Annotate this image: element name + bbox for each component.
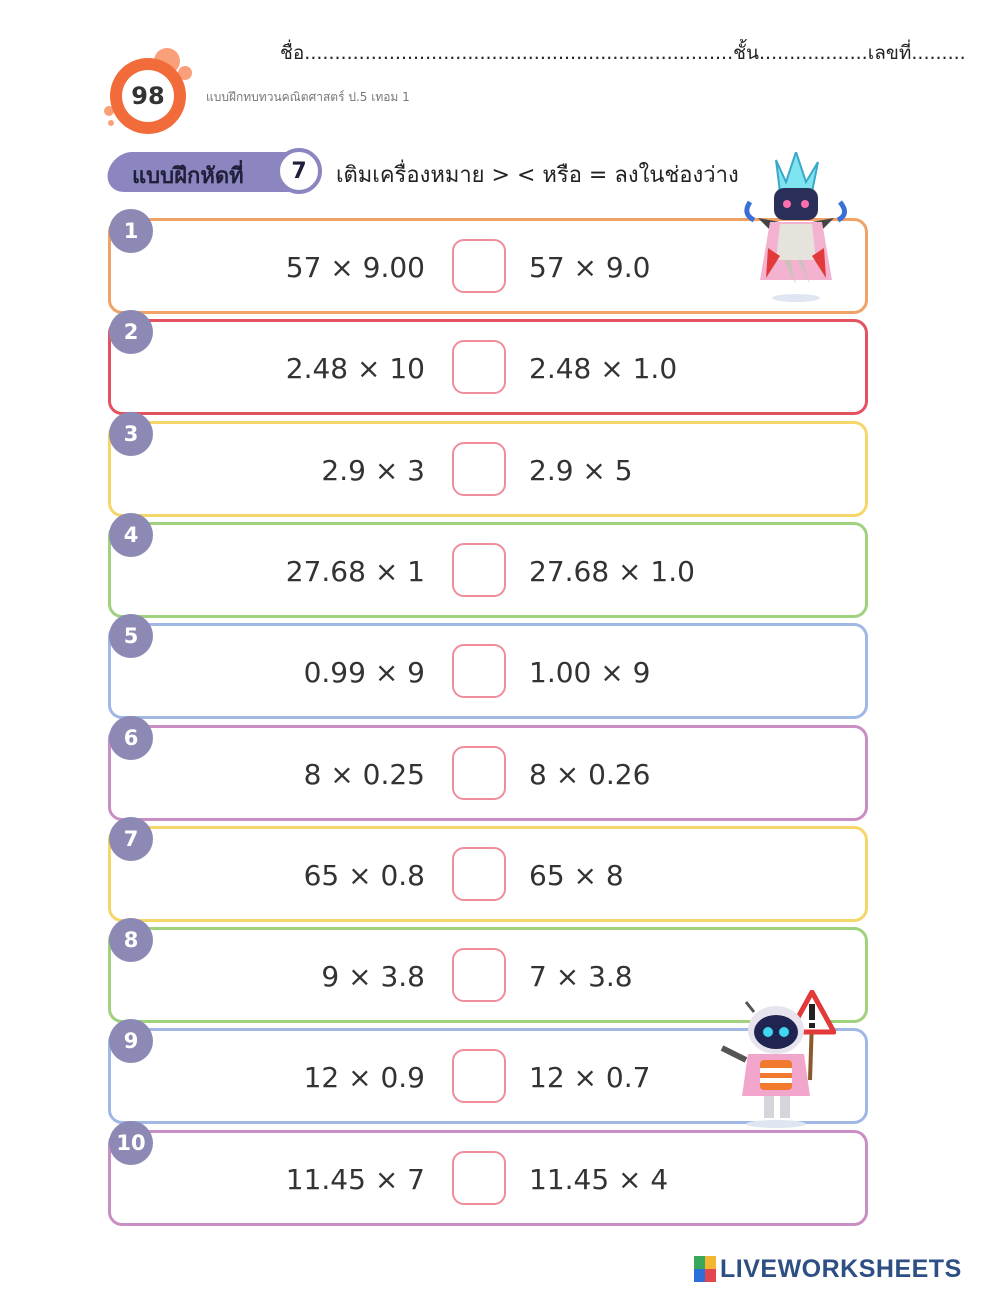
question-number: 9 [109, 1019, 153, 1063]
question-row [108, 522, 868, 618]
page-number-badge [104, 48, 196, 140]
left-expression: 9 × 3.8 [321, 960, 425, 993]
liveworksheets-brand [694, 1254, 962, 1284]
liveworksheets-logo-icon [694, 1256, 716, 1282]
question-number: 8 [109, 918, 153, 962]
left-expression: 11.45 × 7 [285, 1163, 425, 1196]
left-expression: 8 × 0.25 [303, 758, 425, 791]
left-expression: 2.48 × 10 [285, 352, 425, 385]
exercise-label: แบบฝึกหัดที่ [132, 164, 244, 189]
answer-box[interactable] [452, 644, 506, 698]
left-expression: 0.99 × 9 [303, 656, 425, 689]
left-expression: 2.9 × 3 [321, 454, 425, 487]
question-number: 4 [109, 513, 153, 557]
answer-box[interactable] [452, 948, 506, 1002]
question-row [108, 826, 868, 922]
exercise-tab [108, 150, 322, 194]
answer-box[interactable] [452, 239, 506, 293]
page-number: 98 [122, 70, 174, 122]
question-row [108, 725, 868, 821]
answer-box[interactable] [452, 847, 506, 901]
answer-box[interactable] [452, 746, 506, 800]
question-row [108, 421, 868, 517]
question-number: 7 [109, 817, 153, 861]
right-expression: 2.9 × 5 [529, 454, 633, 487]
answer-box[interactable] [452, 442, 506, 496]
question-number: 3 [109, 412, 153, 456]
left-expression: 12 × 0.9 [303, 1061, 425, 1094]
left-expression: 65 × 0.8 [303, 859, 425, 892]
answer-box[interactable] [452, 543, 506, 597]
question-number: 2 [109, 310, 153, 354]
question-row [108, 319, 868, 415]
question-row [108, 623, 868, 719]
answer-box[interactable] [452, 340, 506, 394]
right-expression: 12 × 0.7 [529, 1061, 651, 1094]
robot-mascot-icon [740, 152, 852, 304]
question-number: 6 [109, 716, 153, 760]
left-expression: 57 × 9.00 [285, 251, 425, 284]
right-expression: 65 × 8 [529, 859, 624, 892]
right-expression: 7 × 3.8 [529, 960, 633, 993]
student-info-line: ชื่อ.......................................................................ชั้น..................เลขที่......... [280, 42, 966, 64]
question-row [108, 1130, 868, 1226]
right-expression: 1.00 × 9 [529, 656, 651, 689]
right-expression: 2.48 × 1.0 [529, 352, 678, 385]
question-number: 10 [109, 1121, 153, 1165]
right-expression: 27.68 × 1.0 [529, 555, 695, 588]
right-expression: 11.45 × 4 [529, 1163, 669, 1196]
right-expression: 57 × 9.0 [529, 251, 651, 284]
book-title: แบบฝึกทบทวนคณิตศาสตร์ ป.5 เทอม 1 [206, 90, 410, 104]
answer-box[interactable] [452, 1151, 506, 1205]
question-number: 5 [109, 614, 153, 658]
exercise-number: 7 [276, 148, 322, 194]
answer-box[interactable] [452, 1049, 506, 1103]
instruction-text: เติมเครื่องหมาย > < หรือ = ลงในช่องว่าง [336, 163, 739, 188]
right-expression: 8 × 0.26 [529, 758, 651, 791]
brand-name: LIVEWORKSHEETS [720, 1254, 962, 1283]
question-number: 1 [109, 209, 153, 253]
left-expression: 27.68 × 1 [285, 555, 425, 588]
robot-warning-sign-icon [718, 990, 836, 1130]
